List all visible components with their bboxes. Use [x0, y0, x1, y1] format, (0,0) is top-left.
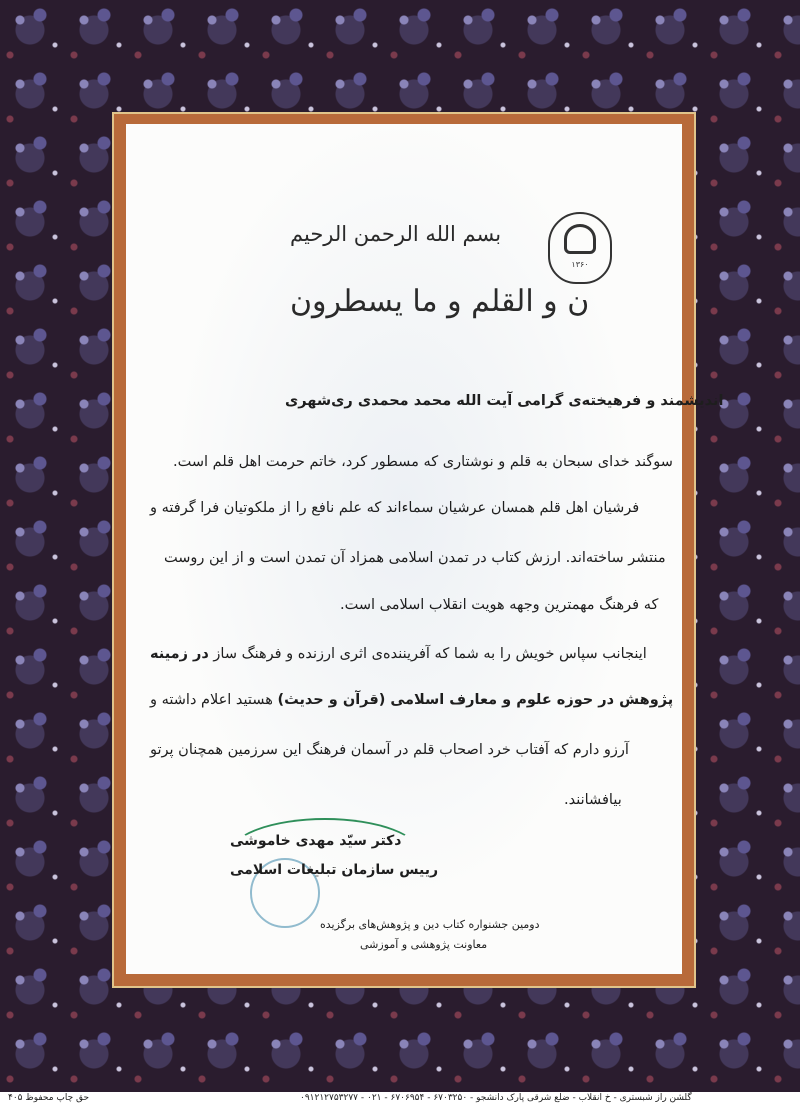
organization-emblem-icon [548, 212, 612, 284]
emblem-mark [564, 224, 596, 254]
print-code: حق چاپ محفوظ ۴۰۵ [8, 1093, 90, 1103]
body-line-1: سوگند خدای سبحان به قلم و نوشتاری که مسطور کرد، خاتم حرمت اهل قلم است. [173, 454, 673, 470]
addressee-line: اندیشمند و فرهیخته‌ی گرامی آیت الله محمد محمدی ری‌شهری [285, 393, 724, 409]
thanks-text: اینجانب سپاس خویش را به شما که آفریننده‌ی اثری ارزنده و فرهنگ ساز [213, 646, 647, 662]
emblem-year: ۱۳۶۰ [571, 260, 589, 269]
field-line-end: هستید اعلام داشته و [150, 692, 273, 708]
issuing-deputy: معاونت پژوهشی و آموزشی [360, 938, 488, 951]
research-field: پژوهش در حوزه علوم و معارف اسلامی (قرآن و حدیث) [277, 692, 674, 708]
signer-title: رییس سازمان تبلیغات اسلامی [230, 862, 439, 878]
body-line-3: منتشر ساخته‌اند. ارزش کتاب در تمدن اسلامی همزاد آن تمدن است و از این روست [164, 550, 666, 566]
body-line-4: که فرهنگ مهمترین وجهه هویت انقلاب اسلامی است. [340, 597, 659, 613]
festival-name: دومین جشنواره کتاب دین و پژوهش‌های برگزیده [320, 918, 540, 931]
wish-line-end: بیافشانند. [564, 792, 622, 808]
basmala-heading: بسم الله الرحمن الرحیم [290, 222, 502, 246]
thanks-bold-text: در زمینه [150, 646, 209, 662]
wish-line: آرزو دارم که آفتاب خرد اصحاب قلم در آسمان فرهنگ این سرزمین همچنان پرتو [150, 742, 629, 758]
field-line [150, 692, 673, 708]
thanks-line [150, 646, 647, 662]
signer-name: دکتر سیّد مهدی خاموشی [230, 833, 402, 849]
quran-verse-heading: ن و القلم و ما یسطرون [290, 284, 590, 319]
printer-info: گلشن راز شبستری - خ انقلاب - ضلع شرقی پارک دانشجو - ۶۷۰۳۲۵۰ - ۶۷۰۶۹۵۴ - ۰۲۱ - ۰۹۱۲۱۲۷۵۳۲۷۷ [300, 1093, 692, 1103]
body-line-2: فرشیان اهل قلم همسان عرشیان سماء‌اند که علم نافع را از ملکوتیان فرا گرفته و [150, 500, 640, 516]
